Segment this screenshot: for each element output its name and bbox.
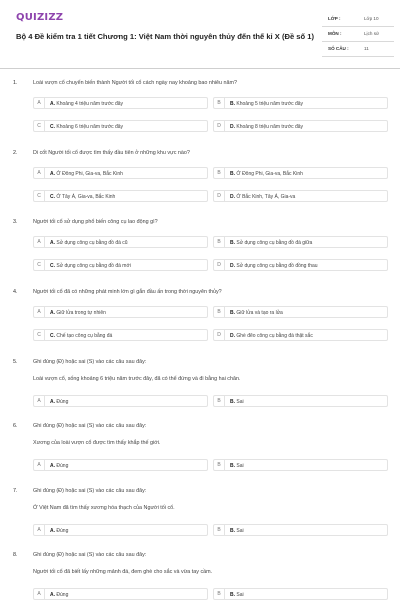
option-prefix: D. (230, 123, 235, 130)
question-number: 5. (13, 359, 18, 365)
option-text: Giữ lửa trong tự nhiên (56, 309, 106, 316)
option-text: Ở Đông Phi, Gia-va, Bắc Kinh (56, 170, 123, 177)
option-letter: C (34, 121, 45, 131)
option-text: Đúng (56, 398, 69, 405)
option-a[interactable] (33, 236, 208, 248)
option-letter: A (34, 525, 45, 535)
option-letter: A (34, 168, 45, 178)
option-text: Đúng (56, 591, 69, 598)
option-text: Khoảng 8 triệu năm trước đây (236, 123, 304, 130)
option-prefix: A. (50, 239, 55, 246)
option-d[interactable] (213, 329, 388, 341)
option-prefix: B. (230, 527, 235, 534)
question-number: 7. (13, 488, 18, 494)
question-text: Loài vượn cổ chuyển biến thành Người tối cổ cách ngày nay khoảng bao nhiêu năm? (33, 80, 237, 86)
option-text: Sử dụng công cụ bằng đồ đá mới (56, 262, 131, 269)
option-prefix: B. (230, 100, 235, 107)
option-text: Sai (236, 527, 244, 534)
question-number: 6. (13, 423, 18, 429)
question-statement: Ở Việt Nam đã tìm thấy xương hóa thạch của Người tối cổ. (33, 505, 175, 511)
option-prefix: A. (50, 591, 55, 598)
option-b[interactable] (213, 588, 388, 600)
meta-key: MÔN : (328, 31, 342, 36)
meta-value: 11 (364, 46, 369, 51)
option-text: Khoảng 5 triệu năm trước đây (236, 100, 304, 107)
option-letter: A (34, 589, 45, 599)
option-prefix: B. (230, 462, 235, 469)
option-letter: D (214, 191, 225, 201)
meta-row-subject (322, 27, 394, 42)
option-text: Đúng (56, 527, 69, 534)
option-text: Ở Đông Phi, Gia-va, Bắc Kinh (236, 170, 303, 177)
worksheet-header (0, 0, 400, 66)
question-number: 2. (13, 150, 18, 156)
option-b[interactable] (213, 524, 388, 536)
option-a[interactable] (33, 524, 208, 536)
option-prefix: A. (50, 398, 55, 405)
option-letter: D (214, 330, 225, 340)
option-prefix: C. (50, 262, 55, 269)
question-statement: Xương của loài vượn cổ được tìm thấy khắp thế giới. (33, 440, 161, 446)
question-text: Người tối cổ đã có những phát minh lớn gì gắn đầu ấn trong thời nguyên thủy? (33, 289, 222, 295)
option-d[interactable] (213, 190, 388, 202)
option-b[interactable] (213, 306, 388, 318)
option-text: Sai (236, 462, 244, 469)
meta-row-class (322, 12, 394, 27)
option-prefix: C. (50, 193, 55, 200)
option-letter: B (214, 460, 225, 470)
option-prefix: D. (230, 262, 235, 269)
option-letter: B (214, 307, 225, 317)
question-statement: Người tối cổ đã biết lấy những mảnh đá, đem ghè cho sắc và vừa tay cầm. (33, 569, 213, 575)
option-text: Chế tạo công cụ bằng đá (56, 332, 113, 339)
option-text: Đúng (56, 462, 69, 469)
option-prefix: A. (50, 309, 55, 316)
option-prefix: B. (230, 398, 235, 405)
option-letter: C (34, 330, 45, 340)
option-a[interactable] (33, 395, 208, 407)
option-prefix: C. (50, 332, 55, 339)
option-text: Khoảng 4 triệu năm trước đây (56, 100, 124, 107)
question-number: 1. (13, 80, 18, 86)
option-a[interactable] (33, 588, 208, 600)
question-statement: Loài vượn cổ, sống khoảng 6 triệu năm trước đây, đã có thể đứng và đi bằng hai chân. (33, 376, 241, 382)
option-b[interactable] (213, 167, 388, 179)
option-prefix: B. (230, 239, 235, 246)
option-letter: B (214, 589, 225, 599)
question-text: Ghi đúng (Đ) hoặc sai (S) vào các câu sau đây: (33, 359, 147, 365)
option-letter: D (214, 121, 225, 131)
option-letter: A (34, 396, 45, 406)
option-c[interactable] (33, 120, 208, 132)
option-b[interactable] (213, 395, 388, 407)
option-prefix: D. (230, 193, 235, 200)
option-text: Khoảng 6 triệu năm trước đây (56, 123, 124, 130)
question-text: Ghi đúng (Đ) hoặc sai (S) vào các câu sau đây: (33, 488, 147, 494)
option-prefix: B. (230, 170, 235, 177)
meta-value: Lịch sử (364, 31, 380, 36)
option-letter: A (34, 237, 45, 247)
option-text: Sử dụng công cụ bằng đồ đồng thau (236, 262, 318, 269)
meta-box (322, 12, 394, 57)
option-a[interactable] (33, 306, 208, 318)
option-letter: A (34, 98, 45, 108)
option-b[interactable] (213, 459, 388, 471)
option-prefix: B. (230, 309, 235, 316)
option-letter: C (34, 260, 45, 270)
option-prefix: A. (50, 527, 55, 534)
option-c[interactable] (33, 259, 208, 271)
option-a[interactable] (33, 97, 208, 109)
question-text: Ghi đúng (Đ) hoặc sai (S) vào các câu sau đây: (33, 423, 147, 429)
question-text: Ghi đúng (Đ) hoặc sai (S) vào các câu sau đây: (33, 552, 147, 558)
option-prefix: A. (50, 462, 55, 469)
option-letter: B (214, 396, 225, 406)
option-a[interactable] (33, 459, 208, 471)
document-title: Bộ 4 Đề kiểm tra 1 tiết Chương 1: Việt Nam thời nguyên thủy đến thế kỉ X (Đề số 1) (16, 32, 315, 41)
question-number: 8. (13, 552, 18, 558)
option-letter: B (214, 525, 225, 535)
option-text: Ghè đẽo công cụ bằng đá thật sắc (236, 332, 313, 339)
option-text: Ở Tây Á, Gia-va, Bắc Kinh (56, 193, 116, 200)
option-text: Giữ lửa và tạo ra lửa (236, 309, 283, 316)
meta-row-count (322, 42, 394, 57)
option-c[interactable] (33, 190, 208, 202)
option-prefix: A. (50, 100, 55, 107)
option-letter: C (34, 191, 45, 201)
option-letter: D (214, 260, 225, 270)
quizizz-logo: QUIZIZZ (16, 12, 64, 23)
question-number: 3. (13, 219, 18, 225)
option-b[interactable] (213, 236, 388, 248)
option-text: Sai (236, 591, 244, 598)
option-text: Ở Bắc Kinh, Tây Á, Gia-va (236, 193, 296, 200)
question-text: Di cốt Người tối cổ được tìm thấy đầu tiên ở những khu vực nào? (33, 150, 190, 156)
option-c[interactable] (33, 329, 208, 341)
option-a[interactable] (33, 167, 208, 179)
option-b[interactable] (213, 97, 388, 109)
option-text: Sử dụng công cụ bằng đồ đá giữa (236, 239, 313, 246)
question-text: Người tối cổ sử dụng phổ biến công cụ lao động gì? (33, 219, 158, 225)
option-text: Sử dụng công cụ bằng đồ đá cũ (56, 239, 128, 246)
header-divider (0, 68, 400, 69)
meta-value: Lớp 10 (364, 16, 379, 21)
option-letter: B (214, 168, 225, 178)
option-prefix: A. (50, 170, 55, 177)
option-prefix: D. (230, 332, 235, 339)
option-prefix: C. (50, 123, 55, 130)
option-letter: B (214, 237, 225, 247)
question-number: 4. (13, 289, 18, 295)
option-prefix: B. (230, 591, 235, 598)
option-letter: A (34, 460, 45, 470)
option-letter: A (34, 307, 45, 317)
meta-key: LỚP : (328, 16, 341, 21)
meta-key: SỐ CÂU : (328, 46, 349, 51)
option-d[interactable] (213, 259, 388, 271)
option-text: Sai (236, 398, 244, 405)
option-letter: B (214, 98, 225, 108)
option-d[interactable] (213, 120, 388, 132)
